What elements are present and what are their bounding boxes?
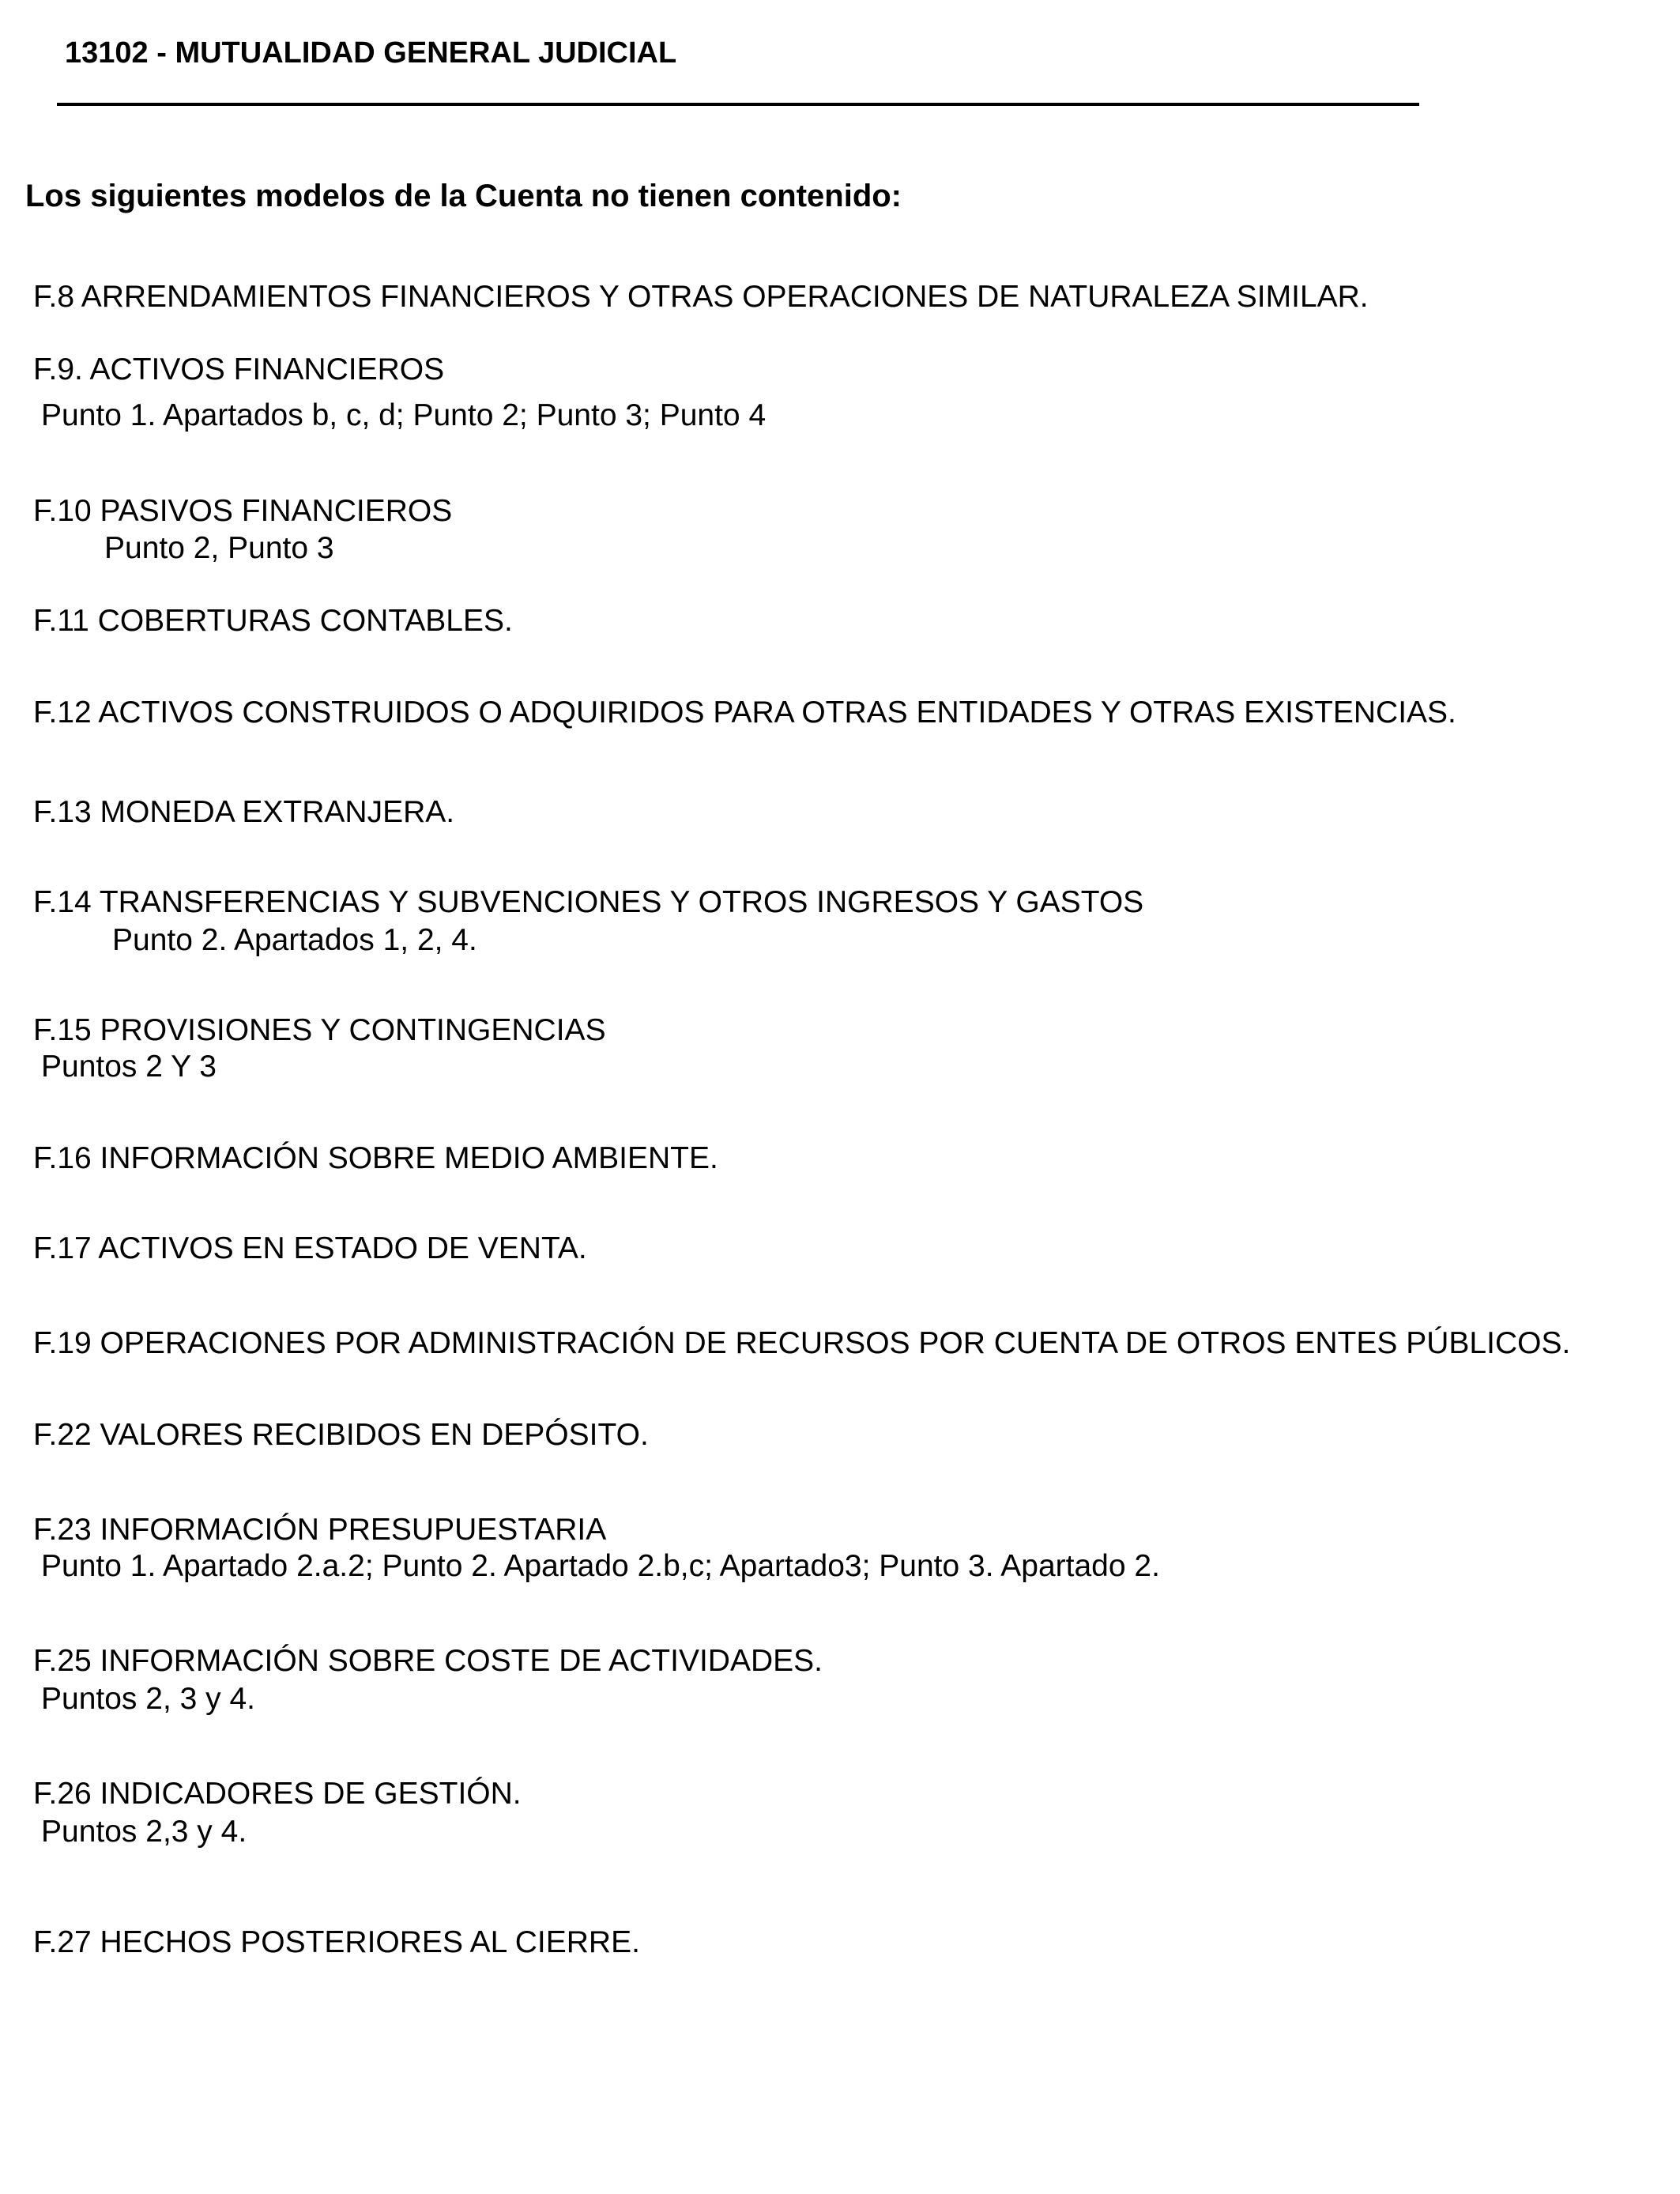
intro-heading: Los siguientes modelos de la Cuenta no tienen contenido: xyxy=(25,179,902,213)
item-f26-title: F.26 INDICADORES DE GESTIÓN. xyxy=(33,1777,522,1811)
item-f14-detail: Punto 2. Apartados 1, 2, 4. xyxy=(112,923,477,957)
item-f15-title: F.15 PROVISIONES Y CONTINGENCIAS xyxy=(33,1013,606,1047)
item-f17-title: F.17 ACTIVOS EN ESTADO DE VENTA. xyxy=(33,1231,587,1265)
item-f9-detail: Punto 1. Apartados b, c, d; Punto 2; Punto 3; Punto 4 xyxy=(41,398,767,432)
item-f26-detail: Puntos 2,3 y 4. xyxy=(41,1815,247,1849)
item-f13-title: F.13 MONEDA EXTRANJERA. xyxy=(33,795,455,829)
item-f12-title: F.12 ACTIVOS CONSTRUIDOS O ADQUIRIDOS PARA OTRAS ENTIDADES Y OTRAS EXISTENCIAS. xyxy=(33,696,1456,729)
item-f14-title: F.14 TRANSFERENCIAS Y SUBVENCIONES Y OTROS INGRESOS Y GASTOS xyxy=(33,885,1144,919)
header-title: 13102 - MUTUALIDAD GENERAL JUDICIAL xyxy=(65,36,677,70)
item-f9-title: F.9. ACTIVOS FINANCIEROS xyxy=(33,352,445,386)
item-f22-title: F.22 VALORES RECIBIDOS EN DEPÓSITO. xyxy=(33,1418,649,1452)
item-f25-title: F.25 INFORMACIÓN SOBRE COSTE DE ACTIVIDADES. xyxy=(33,1644,823,1678)
item-f8-title: F.8 ARRENDAMIENTOS FINANCIEROS Y OTRAS OPERACIONES DE NATURALEZA SIMILAR. xyxy=(33,280,1369,314)
header-divider xyxy=(57,103,1419,106)
item-f11-title: F.11 COBERTURAS CONTABLES. xyxy=(33,604,513,638)
item-f23-detail: Punto 1. Apartado 2.a.2; Punto 2. Apartado 2.b,c; Apartado3; Punto 3. Apartado 2. xyxy=(41,1549,1160,1583)
item-f25-detail: Puntos 2, 3 y 4. xyxy=(41,1682,256,1716)
item-f16-title: F.16 INFORMACIÓN SOBRE MEDIO AMBIENTE. xyxy=(33,1141,718,1175)
item-f10-title: F.10 PASIVOS FINANCIEROS xyxy=(33,494,453,528)
item-f10-detail: Punto 2, Punto 3 xyxy=(104,531,334,565)
item-f19-title: F.19 OPERACIONES POR ADMINISTRACIÓN DE RECURSOS POR CUENTA DE OTROS ENTES PÚBLICOS. xyxy=(33,1326,1571,1360)
item-f15-detail: Puntos 2 Y 3 xyxy=(41,1050,217,1084)
item-f23-title: F.23 INFORMACIÓN PRESUPUESTARIA xyxy=(33,1513,607,1547)
item-f27-title: F.27 HECHOS POSTERIORES AL CIERRE. xyxy=(33,1925,640,1959)
